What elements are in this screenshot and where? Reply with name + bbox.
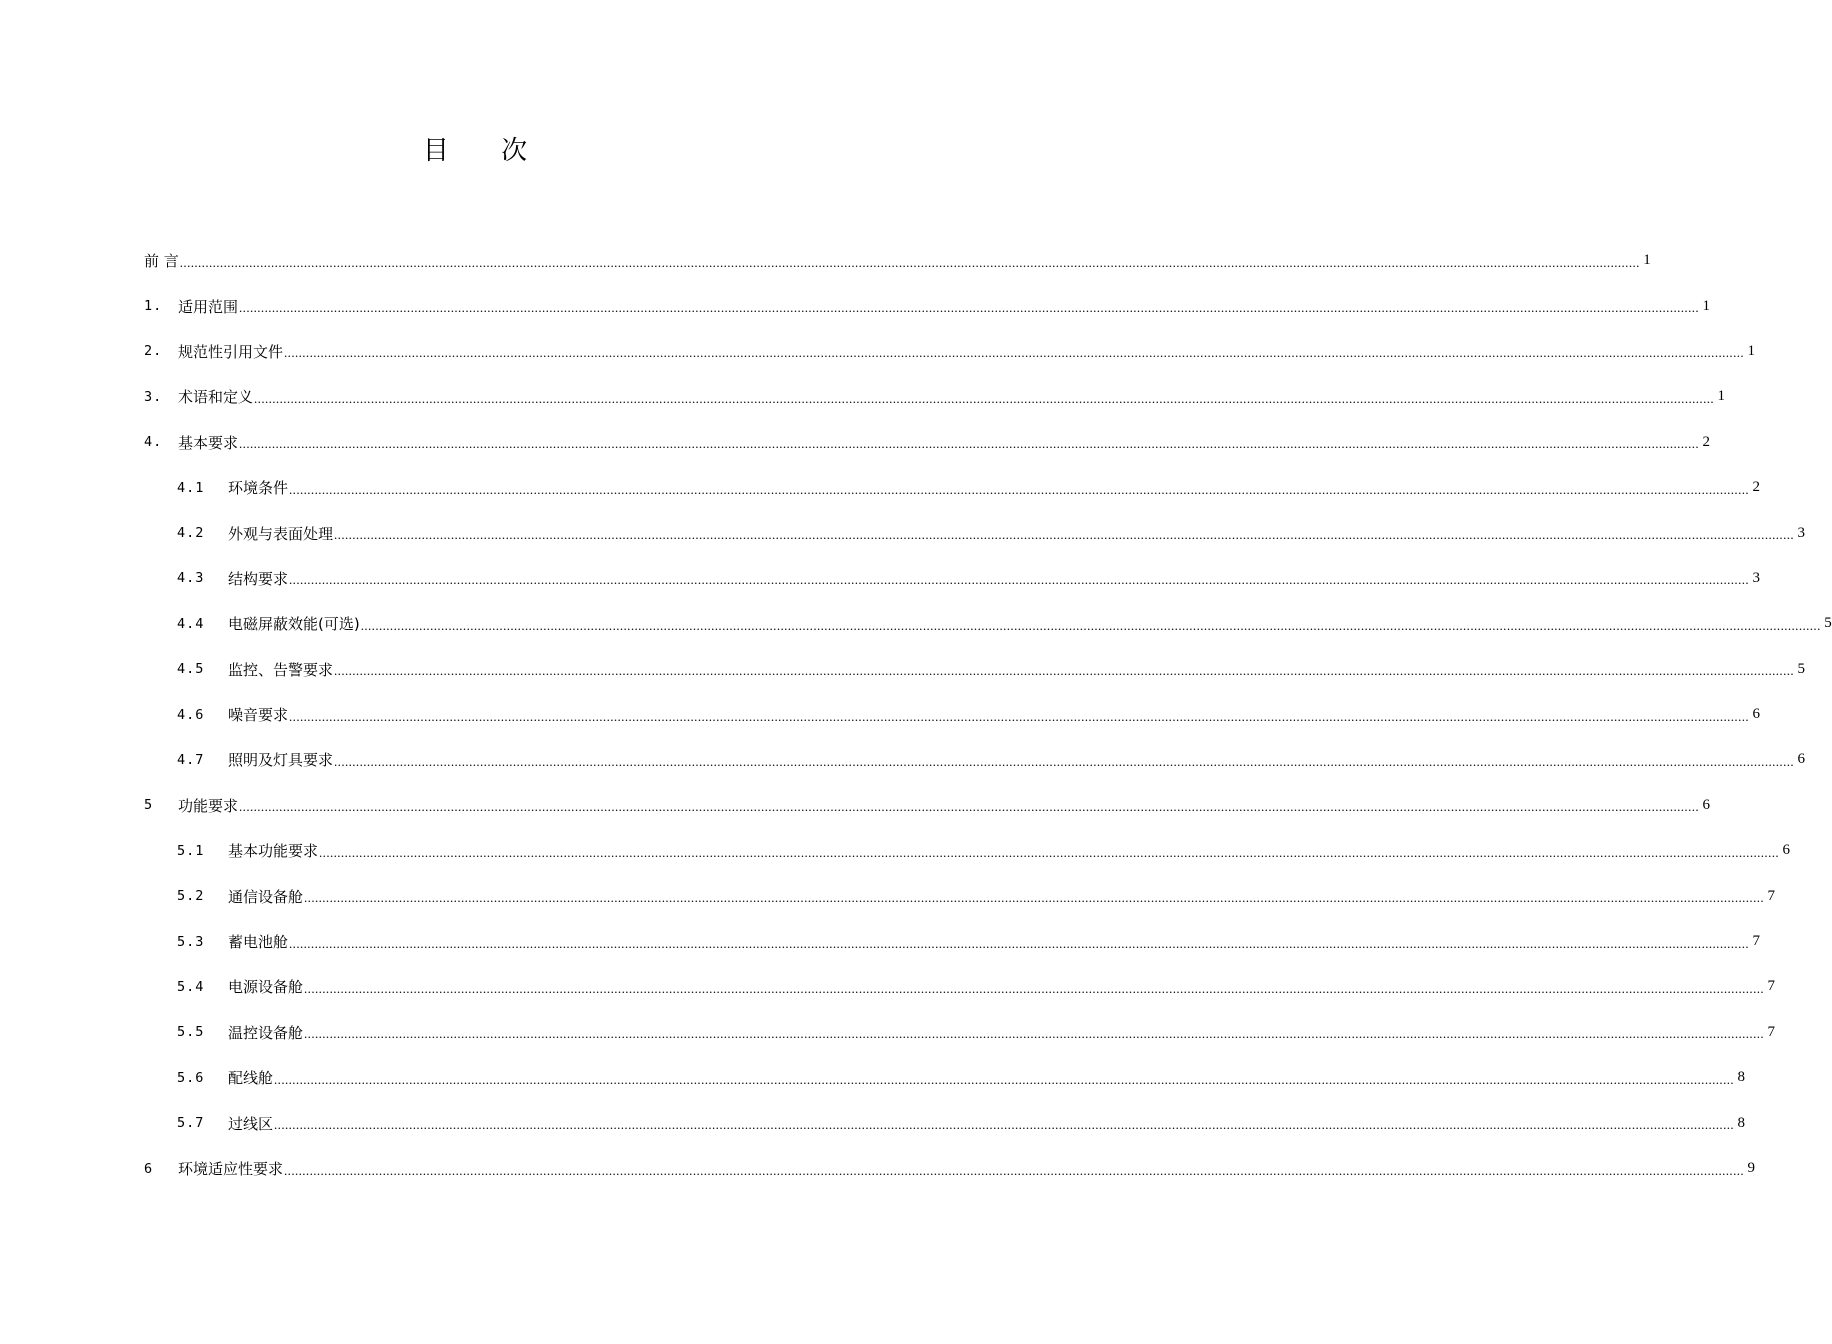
toc-entry-page: 1 [1643,252,1651,269]
toc-dot-leader: ................................................................................................................................................................................................................................................................................................................................................................................................................ [289,708,1750,724]
toc-entry-number: 5.3 [177,933,205,950]
toc-entry-number: 1. [144,298,163,315]
toc-entry-page: 7 [1767,978,1776,995]
toc-entry-page: 3 [1752,569,1761,586]
toc-entry-page: 6 [1797,751,1806,768]
toc-entry-page: 7 [1752,933,1761,950]
toc-entry[interactable] [144,692,1761,737]
toc-dot-leader: ................................................................................................................................................................................................................................................................................................................................................................................................................ [274,1117,1735,1133]
toc-entry[interactable] [144,1146,1756,1191]
toc-dot-leader: ................................................................................................................................................................................................................................................................................................................................................................................................................ [239,436,1700,452]
toc-entry-page: 1 [1717,388,1726,405]
toc-entry-number: 2. [144,343,163,360]
toc-dot-leader: ................................................................................................................................................................................................................................................................................................................................................................................................................ [334,527,1795,543]
toc-entry-page: 8 [1737,1069,1746,1086]
toc-entry-page: 6 [1702,796,1711,813]
toc-dot-leader: ................................................................................................................................................................................................................................................................................................................................................................................................................ [319,844,1780,860]
toc-entry-page: 3 [1797,524,1806,541]
toc-dot-leader: ................................................................................................................................................................................................................................................................................................................................................................................................................ [239,300,1700,316]
toc-dot-leader: ................................................................................................................................................................................................................................................................................................................................................................................................................ [289,935,1750,951]
toc-entry-title: 术语和定义 [178,388,254,407]
toc-entry-title: 功能要求 [178,796,239,815]
toc-entry-page: 5 [1824,615,1832,632]
toc-entry[interactable] [144,1100,1746,1145]
toc-entry-number: 5.2 [177,888,205,905]
toc-entry-number: 6 [144,1160,154,1177]
toc-entry-title: 基本要求 [178,433,239,452]
toc-entry[interactable] [144,919,1761,964]
toc-dot-leader: ................................................................................................................................................................................................................................................................................................................................................................................................................ [360,617,1821,633]
toc-entry-title: 蓄电池舱 [228,933,289,952]
toc-entry[interactable] [144,783,1711,828]
toc-entry[interactable] [144,238,1651,283]
toc-entry-page: 2 [1702,433,1711,450]
toc-entry-page: 7 [1767,887,1776,904]
toc-entry-page: 9 [1747,1160,1756,1176]
toc-entry[interactable] [144,374,1726,419]
toc-entry[interactable] [144,964,1776,1009]
toc-dot-leader: ................................................................................................................................................................................................................................................................................................................................................................................................................ [304,1026,1765,1042]
toc-entry-title: 配线舱 [228,1069,274,1088]
toc-entry-title: 通信设备舱 [228,887,304,906]
toc-entry-title: 噪音要求 [228,706,289,725]
toc-entry[interactable] [144,601,1832,646]
toc-dot-leader: ................................................................................................................................................................................................................................................................................................................................................................................................................ [334,753,1795,769]
toc-entry[interactable] [144,556,1761,601]
toc-entry-title: 适用范围 [178,297,239,316]
toc-entry-number: 5.4 [177,978,205,995]
toc-dot-leader: ................................................................................................................................................................................................................................................................................................................................................................................................................ [179,254,1640,270]
toc-entry-title: 电源设备舱 [228,978,304,997]
toc-entry-title: 前 言 [144,252,179,271]
toc-entry-number: 4.5 [177,661,205,678]
toc-entry[interactable] [144,420,1711,465]
toc-entry-title: 外观与表面处理 [228,524,334,543]
toc-dot-leader: ................................................................................................................................................................................................................................................................................................................................................................................................................ [289,481,1750,497]
toc-entry-number: 4.4 [177,615,205,632]
toc-entry[interactable] [144,828,1791,873]
toc-entry-title: 结构要求 [228,569,289,588]
page-title: 目 次 [422,136,550,166]
toc-entry[interactable] [144,647,1806,692]
toc-entry[interactable] [144,1055,1746,1100]
toc-entry[interactable] [144,329,1756,374]
toc-entry-page: 7 [1767,1023,1776,1040]
toc-entry-page: 1 [1702,297,1711,314]
toc-entry-number: 3. [144,388,163,405]
toc-dot-leader: ................................................................................................................................................................................................................................................................................................................................................................................................................ [334,663,1795,679]
toc-entry-number: 5.5 [177,1024,205,1041]
toc-entry-number: 4. [144,434,163,451]
toc-entry-title: 规范性引用文件 [178,342,284,361]
toc-entry[interactable] [144,873,1776,918]
toc-entry-page: 1 [1747,342,1756,359]
toc-entry[interactable] [144,737,1806,782]
toc-entry-number: 4.3 [177,570,205,587]
toc-entry-title: 电磁屏蔽效能(可选) [228,615,360,634]
toc-entry[interactable] [144,1010,1776,1055]
toc-dot-leader: ................................................................................................................................................................................................................................................................................................................................................................................................................ [284,1162,1745,1178]
toc-entry-page: 6 [1752,706,1761,723]
toc-entry-number: 5.7 [177,1115,205,1132]
toc-dot-leader: ................................................................................................................................................................................................................................................................................................................................................................................................................ [274,1071,1735,1087]
toc-entry-title: 监控、告警要求 [228,660,334,679]
toc-entry[interactable] [144,283,1711,328]
table-of-contents [144,238,1832,1191]
toc-dot-leader: ................................................................................................................................................................................................................................................................................................................................................................................................................ [304,980,1765,996]
toc-dot-leader: ................................................................................................................................................................................................................................................................................................................................................................................................................ [289,572,1750,588]
toc-entry-title: 基本功能要求 [228,842,319,861]
toc-entry-title: 过线区 [228,1114,274,1133]
toc-dot-leader: ................................................................................................................................................................................................................................................................................................................................................................................................................ [254,390,1715,406]
toc-dot-leader: ................................................................................................................................................................................................................................................................................................................................................................................................................ [239,799,1700,815]
toc-dot-leader: ................................................................................................................................................................................................................................................................................................................................................................................................................ [304,890,1765,906]
toc-entry-number: 4.1 [177,479,205,496]
toc-entry[interactable] [144,465,1761,510]
toc-entry-number: 4.7 [177,751,205,768]
toc-entry-number: 5 [144,797,154,814]
toc-entry-number: 5.1 [177,842,205,859]
toc-entry-title: 照明及灯具要求 [228,751,334,770]
toc-entry-page: 6 [1782,842,1791,859]
toc-entry-number: 5.6 [177,1069,205,1086]
toc-entry-page: 2 [1752,479,1761,496]
toc-entry-number: 4.2 [177,525,205,542]
toc-entry-number: 4.6 [177,706,205,723]
toc-entry-page: 5 [1797,660,1806,677]
toc-entry-title: 温控设备舱 [228,1023,304,1042]
toc-entry-title: 环境适应性要求 [178,1160,284,1178]
toc-entry[interactable] [144,510,1806,555]
toc-entry-title: 环境条件 [228,479,289,498]
toc-dot-leader: ................................................................................................................................................................................................................................................................................................................................................................................................................ [284,345,1745,361]
toc-entry-page: 8 [1737,1114,1746,1131]
